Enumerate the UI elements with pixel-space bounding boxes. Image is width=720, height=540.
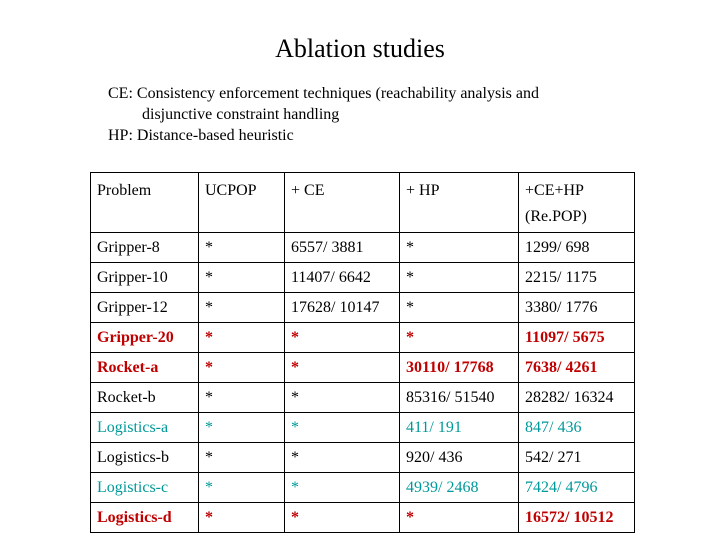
ce-hp-cell: 7424/ 4796 bbox=[519, 473, 635, 503]
hp-cell: 30110/ 17768 bbox=[400, 353, 519, 383]
ucpop-cell: * bbox=[199, 443, 285, 473]
problem-cell: Rocket-a bbox=[91, 353, 199, 383]
table-row bbox=[91, 353, 635, 383]
problem-cell: Gripper-12 bbox=[91, 293, 199, 323]
table-row bbox=[91, 293, 635, 323]
hp-cell: * bbox=[400, 503, 519, 533]
ce-cell: * bbox=[285, 473, 400, 503]
table-row bbox=[91, 473, 635, 503]
ucpop-cell: * bbox=[199, 503, 285, 533]
header-ce-hp bbox=[519, 173, 635, 233]
hp-cell: 920/ 436 bbox=[400, 443, 519, 473]
table-header-row bbox=[91, 173, 635, 233]
ce-hp-cell: 7638/ 4261 bbox=[519, 353, 635, 383]
problem-cell: Logistics-c bbox=[91, 473, 199, 503]
header-hp: + HP bbox=[400, 173, 519, 233]
ucpop-cell: * bbox=[199, 293, 285, 323]
hp-cell: 4939/ 2468 bbox=[400, 473, 519, 503]
note-ce-continued: disjunctive constraint handling bbox=[142, 106, 340, 123]
ce-hp-cell: 1299/ 698 bbox=[519, 233, 635, 263]
hp-cell: * bbox=[400, 293, 519, 323]
header-ce-hp-line2: (Re.POP) bbox=[525, 208, 587, 225]
ce-cell: * bbox=[285, 503, 400, 533]
ce-hp-cell: 28282/ 16324 bbox=[519, 383, 635, 413]
table-row bbox=[91, 413, 635, 443]
ucpop-cell: * bbox=[199, 413, 285, 443]
ce-hp-cell: 16572/ 10512 bbox=[519, 503, 635, 533]
table-row bbox=[91, 323, 635, 353]
hp-cell: * bbox=[400, 233, 519, 263]
ucpop-cell: * bbox=[199, 353, 285, 383]
problem-cell: Logistics-d bbox=[91, 503, 199, 533]
problem-cell: Logistics-b bbox=[91, 443, 199, 473]
ucpop-cell: * bbox=[199, 323, 285, 353]
problem-cell: Logistics-a bbox=[91, 413, 199, 443]
ce-cell: 17628/ 10147 bbox=[285, 293, 400, 323]
problem-cell: Gripper-10 bbox=[91, 263, 199, 293]
note-hp: HP: Distance-based heuristic bbox=[108, 127, 294, 144]
ce-cell: * bbox=[285, 443, 400, 473]
ce-hp-cell: 847/ 436 bbox=[519, 413, 635, 443]
ce-cell: * bbox=[285, 383, 400, 413]
header-problem: Problem bbox=[91, 173, 199, 233]
ce-cell: * bbox=[285, 413, 400, 443]
table-row bbox=[91, 233, 635, 263]
ce-hp-cell: 11097/ 5675 bbox=[519, 323, 635, 353]
ablation-results-table bbox=[90, 172, 635, 533]
hp-cell: 411/ 191 bbox=[400, 413, 519, 443]
abbreviation-notes bbox=[108, 83, 539, 146]
table-row bbox=[91, 503, 635, 533]
ce-hp-cell: 3380/ 1776 bbox=[519, 293, 635, 323]
ce-hp-cell: 2215/ 1175 bbox=[519, 263, 635, 293]
hp-cell: * bbox=[400, 323, 519, 353]
table-row bbox=[91, 383, 635, 413]
ucpop-cell: * bbox=[199, 263, 285, 293]
table-row bbox=[91, 443, 635, 473]
header-ucpop: UCPOP bbox=[199, 173, 285, 233]
table-row bbox=[91, 263, 635, 293]
ucpop-cell: * bbox=[199, 233, 285, 263]
problem-cell: Gripper-8 bbox=[91, 233, 199, 263]
ucpop-cell: * bbox=[199, 473, 285, 503]
ce-cell: * bbox=[285, 323, 400, 353]
problem-cell: Gripper-20 bbox=[91, 323, 199, 353]
hp-cell: * bbox=[400, 263, 519, 293]
problem-cell: Rocket-b bbox=[91, 383, 199, 413]
header-ce: + CE bbox=[285, 173, 400, 233]
ce-cell: 6557/ 3881 bbox=[285, 233, 400, 263]
header-ce-hp-line1: +CE+HP bbox=[525, 182, 584, 199]
ucpop-cell: * bbox=[199, 383, 285, 413]
ce-cell: * bbox=[285, 353, 400, 383]
ce-hp-cell: 542/ 271 bbox=[519, 443, 635, 473]
hp-cell: 85316/ 51540 bbox=[400, 383, 519, 413]
slide-title: Ablation studies bbox=[275, 34, 445, 63]
note-ce: CE: Consistency enforcement techniques (reachability analysis and bbox=[108, 85, 539, 102]
ce-cell: 11407/ 6642 bbox=[285, 263, 400, 293]
